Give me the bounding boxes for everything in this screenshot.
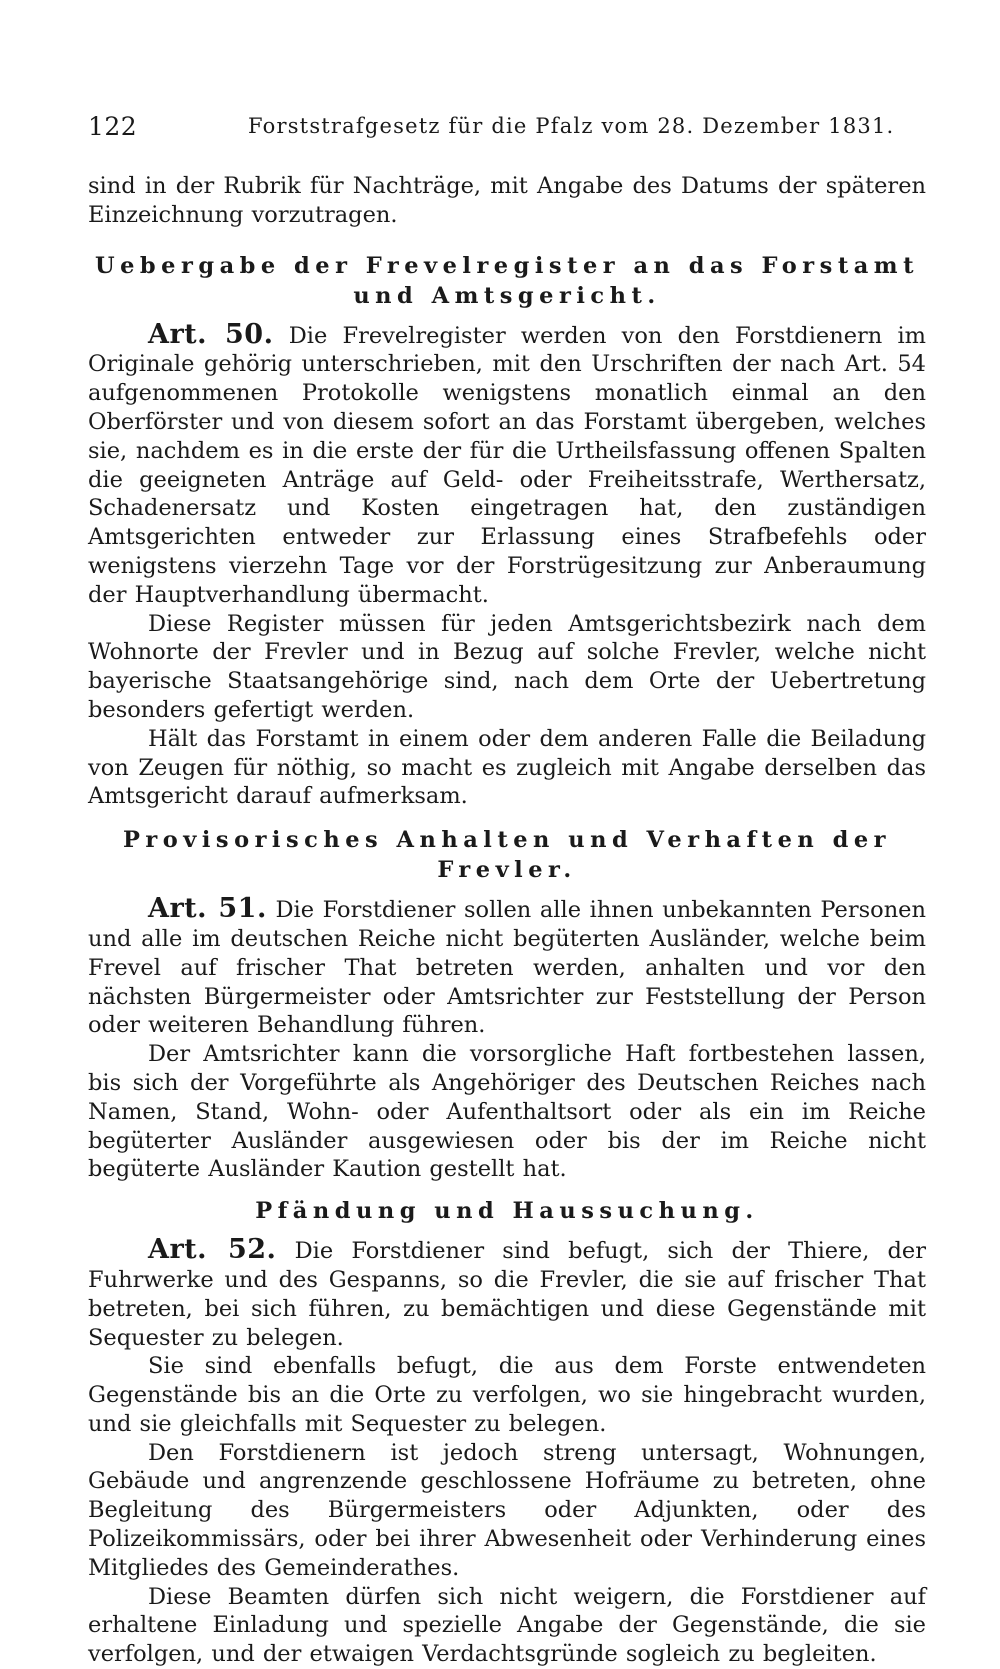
article-51 (88, 895, 926, 1040)
article-label: Art. 51. (148, 893, 267, 925)
article-label: Art. 52. (148, 1234, 277, 1266)
paragraph: Diese Beamten dürfen sich nicht weigern, die Forstdiener auf erhaltene Einladung und spezielle Angabe der Gegenstände, die sie verfolgen, und der etwaigen Verdachtsgründe sogleich zu begleiten. (88, 1583, 926, 1668)
article-label: Art. 50. (148, 318, 274, 350)
section-heading-uebergabe: Uebergabe der Frevelregister an das Forstamt und Amtsgericht. (95, 252, 919, 309)
paragraph: Sie sind ebenfalls befugt, die aus dem Forste entwendeten Gegenstände bis an die Orte zu verfolgen, wo sie hingebracht wurden, und sie gleichfalls mit Sequester zu belegen. (88, 1353, 926, 1437)
section-heading-pfaendung: Pfändung und Haussuchung. (255, 1198, 759, 1225)
article-52 (88, 1236, 926, 1352)
running-head (88, 112, 926, 142)
paragraph: Hält das Forstamt in einem oder dem anderen Falle die Beiladung von Zeugen für nöthig, so macht es zugleich mit Angabe derselben das Amtsgericht darauf aufmerksam. (88, 725, 926, 810)
article-text: Die Frevelregister werden von den Forstdienern im Originale gehörig unterschrieben, mit den Urschriften der nach Art. 54 aufgenommenen Protokolle wenigstens monatlich einmal an den Oberförster und von diesem sofort an das Forstamt übergeben, welches sie, nachdem es in die erste der für die Urtheilsfassung offenen Spalten die geeigneten Anträge auf Geld- oder Freiheitsstrafe, Werthersatz, Schadenersatz und Kosten eingetragen hat, den zuständigen Amtsgerichten entweder zur Erlassung eines Strafbefehls oder wenigstens vierzehn Tage vor der Forstrügesitzung zur Anberaumung der Hauptverhandlung übermacht. (88, 322, 927, 608)
article-text: Die Forstdiener sind befugt, sich der Thiere, der Fuhrwerke und des Gespanns, so die Frevler, die sie auf frischer That betreten, bei sich führen, zu bemächtigen und diese Gegenstände mit Sequester zu belegen. (88, 1238, 926, 1351)
paragraph: Der Amtsrichter kann die vorsorgliche Haft fortbestehen lassen, bis sich der Vorgeführte als Angehöriger des Deutschen Reiches nach Namen, Stand, Wohn- oder Aufenthaltsort oder als ein im Reiche begüterter Ausländer ausgewiesen oder bis der im Reiche nicht begüterte Ausländer Kaution gestellt hat. (88, 1041, 926, 1183)
section-heading-anhalten: Provisorisches Anhalten und Verhaften der Frevler. (123, 827, 891, 884)
article-50 (88, 318, 927, 610)
paragraph: Den Forstdienern ist jedoch streng untersagt, Wohnungen, Gebäude und angrenzende geschlossene Hofräume zu betreten, ohne Begleitung des Bürgermeisters oder Adjunkten, oder des Polizeikommissärs, oder bei ihrer Abwesenheit oder Verhinderung eines Mitgliedes des Gemeinderathes. (88, 1439, 926, 1581)
paragraph-continuation: sind in der Rubrik für Nachträge, mit Angabe des Datums der späteren Einzeichnung vorzutragen. (88, 173, 926, 228)
running-title: Forststrafgesetz für die Pfalz vom 28. Dezember 1831. (248, 114, 895, 138)
page-number: 122 (88, 112, 138, 141)
page-body (88, 172, 926, 1669)
article-text: Die Forstdiener sollen alle ihnen unbekannten Personen und alle im deutschen Reiche nicht begüterten Ausländer, welche beim Frevel auf frischer That betreten werden, anhalten und vor den nächsten Bürgermeister oder Amtsrichter zur Feststellung der Person oder weiteren Behandlung führen. (88, 897, 926, 1039)
paragraph: Diese Register müssen für jeden Amtsgerichtsbezirk nach dem Wohnorte der Frevler und in Bezug auf solche Frevler, welche nicht bayerische Staatsangehörige sind, nach dem Orte der Uebertretung besonders gefertigt werden. (88, 610, 926, 723)
